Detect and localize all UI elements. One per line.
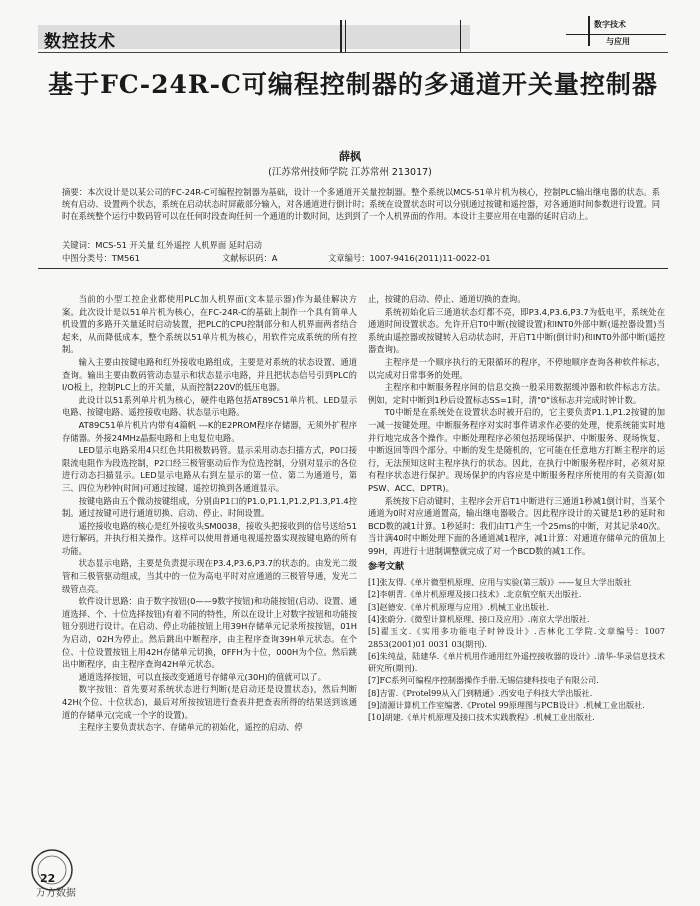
references-heading: 参考文献 bbox=[368, 562, 405, 573]
paragraph: 主程序主要负责状态字、存储单元的初始化，遥控的启动、停 bbox=[78, 722, 303, 733]
paragraph: 软件设计思路：由于数字按钮(0——9数字按钮)和功能按钮(启动、设置、通道选择、个、十位选择按钮)有着不同的特性，所以在设计上对数字按钮和功能按钮分别进行设计。在启动、停止功能按钮上用39H存储单元记录所按按钮，01H为启动，02H为停止。然后跳出中断程序，由主程序查询39H单元状态。在个位、十位设置按钮上用42H存储单元切换，0FFH为十位，000H为个位。然后跳出中断程序，由主程序查询42H单元状态。 bbox=[62, 596, 357, 670]
reference-item: [2]李朝青.《单片机原理及接口技术》.北京航空航天出版社. bbox=[368, 589, 582, 600]
right-column bbox=[368, 293, 665, 724]
paragraph: 输入主要由按键电路和红外接收电路组成，主要是对系统的状态设置、通道查询。输出主要由数码管动态显示和状态显示电路，并且把状态信号引到PLC的I/O板上，控制PLC上的开关量，从而控制220V的低压电器。 bbox=[62, 356, 357, 393]
paragraph: 主程序是一个顺序执行的无限循环的程序，不停地顺序查询各种软件标志，以完成对日常事务的处理。 bbox=[368, 356, 665, 380]
abstract: 摘要：本次设计是以某公司的FC-24R-C可编程控制器为基础，设计一个多通道开关量控制器。整个系统以MCS-51单片机为核心，控制PLC输出继电器的状态。系统有启动、设置两个状态，系统在启动状态时屏蔽部分输入，对各通道进行倒计时；系统在设置状态时可以分别通过按键和遥控器，对各通道时间参数进行设置。同时在系统整个运行中数码管可以在任何时段查询任何一个通道的计数时间，达到到了一个人机界面的作用。本设计主要应用在电器的延时启动上。 bbox=[62, 187, 660, 222]
reference-item: [6]朱纯益，陆建华.《单片机用作通用红外遥控接收器的设计》.清华-华录信息技术研究所(期刊). bbox=[368, 650, 665, 674]
paragraph: 遥控接收电路的核心是红外接收头SM0038，接收头把接收到的信号送给51进行解码，并执行相关操作。这样可以使用普通电视遥控器实现按键电路的所有功能。 bbox=[62, 520, 357, 556]
reference-item: [10]胡建.《单片机原理及接口技术实践教程》.机械工业出版社. bbox=[368, 712, 595, 723]
header-divider bbox=[340, 20, 342, 52]
reference-item: [8]吉雷.《Protel99从入门到精通》.西安电子科技大学出版社. bbox=[368, 687, 593, 698]
paragraph: 数字按钮：首先要对系统状态进行判断(是启动还是设置状态)，然后判断42H(个位、十位状态)，最后对所按按钮进行查表并把查表所得的结果送到该通道的存储单元(完成一个字的设置)。 bbox=[62, 684, 357, 720]
logo-text-top: 数字技术 bbox=[594, 20, 626, 29]
class-number: 中图分类号：TM561 bbox=[62, 253, 140, 263]
reference-item: [9]清源计算机工作室编著.《Protel 99原理图与PCB设计》.机械工业出版社. bbox=[368, 700, 645, 711]
header-rule bbox=[38, 52, 668, 53]
paragraph: 止，按键的启动、停止、通道切换的查询。 bbox=[368, 294, 526, 304]
reference-item: [4]张蔚分.《微型计算机原理、接口及应用》.南京大学出版社. bbox=[368, 613, 590, 624]
author-affiliation: (江苏常州技师学院 江苏常州 213017) bbox=[268, 167, 432, 178]
journal-logo bbox=[566, 12, 668, 50]
section-title: 数控技术 bbox=[44, 32, 116, 52]
paragraph: 系统初始化后三通道状态灯都不亮，即P3.4,P3.6,P3.7为低电平，系统处在通道时间设置状态。允许开启T0中断(按键设置)和INT0外部中断(遥控器设置)当系统由遥控器或按键转入启动状态时，开启T1中断(倒计时)和INT0外部中断(遥控器查询)。 bbox=[368, 306, 665, 355]
document-code: 文献标识码：A bbox=[222, 253, 278, 263]
reference-item: [5]翟玉文.《实用多功能电子时钟设计》.吉林化工学院.文章编号：1007 2853(2001)01 0031 03(期刊). bbox=[368, 626, 665, 649]
watermark: 万方数据 bbox=[36, 888, 76, 899]
paragraph: 主程序和中断服务程序间的信息交换一般采用数据缓冲器和软件标志方法。例如，定时中断到1秒后设置标志SS=1时，清"0"该标志并完成时钟计数。 bbox=[368, 382, 665, 405]
header-divider bbox=[345, 20, 346, 52]
header-divider bbox=[460, 20, 461, 52]
paragraph: LED显示电路采用4只红色共阳极数码管。显示采用动态扫描方式，P0口接限流电阻作为段选控制，P2口经三极管驱动后作为位选控制，分别对显示的各位进行动态扫描显示。LED显示电路从右到左显示的第一位、第二为通道号，第三、四位为秒钟(时间)可通过按键、遥控切换到各通道显示。 bbox=[62, 445, 357, 493]
paragraph: AT89C51单片机片内带有4篇帆 ---K的E2PROM程序存储器，无须外扩程序存储器。外接24MHz晶振电路和上电复位电路。 bbox=[62, 419, 357, 443]
paragraph: T0中断是在系统处在设置状态时被开启的，它主要负责P1.1,P1.2按键的加一减一按键处理。中断服务程序对实时事件请求作必要的处理，使系统能实时地并行地完成各个操作。中断处理程序必须包括现场保护、中断服务、现场恢复、中断返回等四个部分。中断的发生是随机的，它可能在任意地方打断主程序的运行，无法预知这时主程序执行的状态。因此，在执行中断服务程序时，必须对原有程序状态进行保护。现场保护的内容应是中断服务程序所使用的有关资源(如PSW、ACC、DPTR)。 bbox=[368, 407, 665, 493]
article-number: 文章编号：1007-9416(2011)11-0022-01 bbox=[328, 253, 491, 263]
reference-item: [7]FC系列可编程序控制器操作手册.无锡信捷科技电子有限公司. bbox=[368, 675, 599, 686]
page-number: 22 bbox=[40, 872, 56, 885]
paragraph: 此设计以51系列单片机为核心，硬件电路包括AT89C51单片机、LED显示电路、按键电路、遥控接收电路、状态显示电路。 bbox=[62, 394, 357, 418]
paragraph: 系统按下启动键时，主程序会开启T1中断进行三通道1秒减1倒计时，当某个通道为0时对应通道置高，输出继电器吸合。因此程序设计的关键是1秒的延时和BCD数的减1计算。1秒延时：我们由T1产生一个25ms的中断，对其记录40次。当计满40时中断处理下面的各通道减1程序，减1计算：对通道存储单元的值加上99H，再进行十进制调整就完成了对一个BCD数的减1工作。 bbox=[368, 495, 665, 556]
keywords: 关键词：MCS-51 开关量 红外遥控 人机界面 延时启动 bbox=[62, 240, 262, 250]
author-name: 薛枫 bbox=[339, 150, 361, 163]
reference-item: [3]赵德安.《单片机原理与应用》.机械工业出版社. bbox=[368, 601, 550, 612]
paper-title: 基于FC-24R-C可编程控制器的多通道开关量控制器 bbox=[48, 70, 658, 99]
paragraph: 状态显示电路，主要是负责提示现在P3.4,P3.6,P3.7的状态的。由发光二级管和三极管驱动组成，当其中的一位为高电平时对应通道的三极管导通，发光二级管点亮。 bbox=[62, 558, 357, 594]
logo-text-bottom: 与应用 bbox=[606, 37, 630, 46]
paragraph: 按键电路由五个微动按键组成，分别由P1口的P1.0,P1.1,P1.2,P1.3,P1.4控制。通过按键可进行通道切换、启动、停止、时间设置。 bbox=[62, 495, 357, 519]
reference-item: [1]张友得.《单片微型机原理、应用与实验(第三版)》——复旦大学出版社 bbox=[368, 577, 632, 588]
paragraph: 通道选择按钮，可以直接改变通道号存储单元(30H)的值就可以了。 bbox=[78, 671, 326, 682]
paragraph: 当前的小型工控企业都使用PLC加人机界面(文本显示器)作为最佳解决方案。此次设计是以51单片机为核心，在FC-24R-C的基础上制作一个具有简单人机设置的多路开关量延时启动装置，把PLC的CPU控制部分和人机界面两者结合起来，从而降低成本，整个系统以51单片机为核心，用软件完成系统的所有控制。 bbox=[62, 294, 357, 355]
divider bbox=[38, 268, 668, 269]
left-column bbox=[62, 293, 357, 734]
